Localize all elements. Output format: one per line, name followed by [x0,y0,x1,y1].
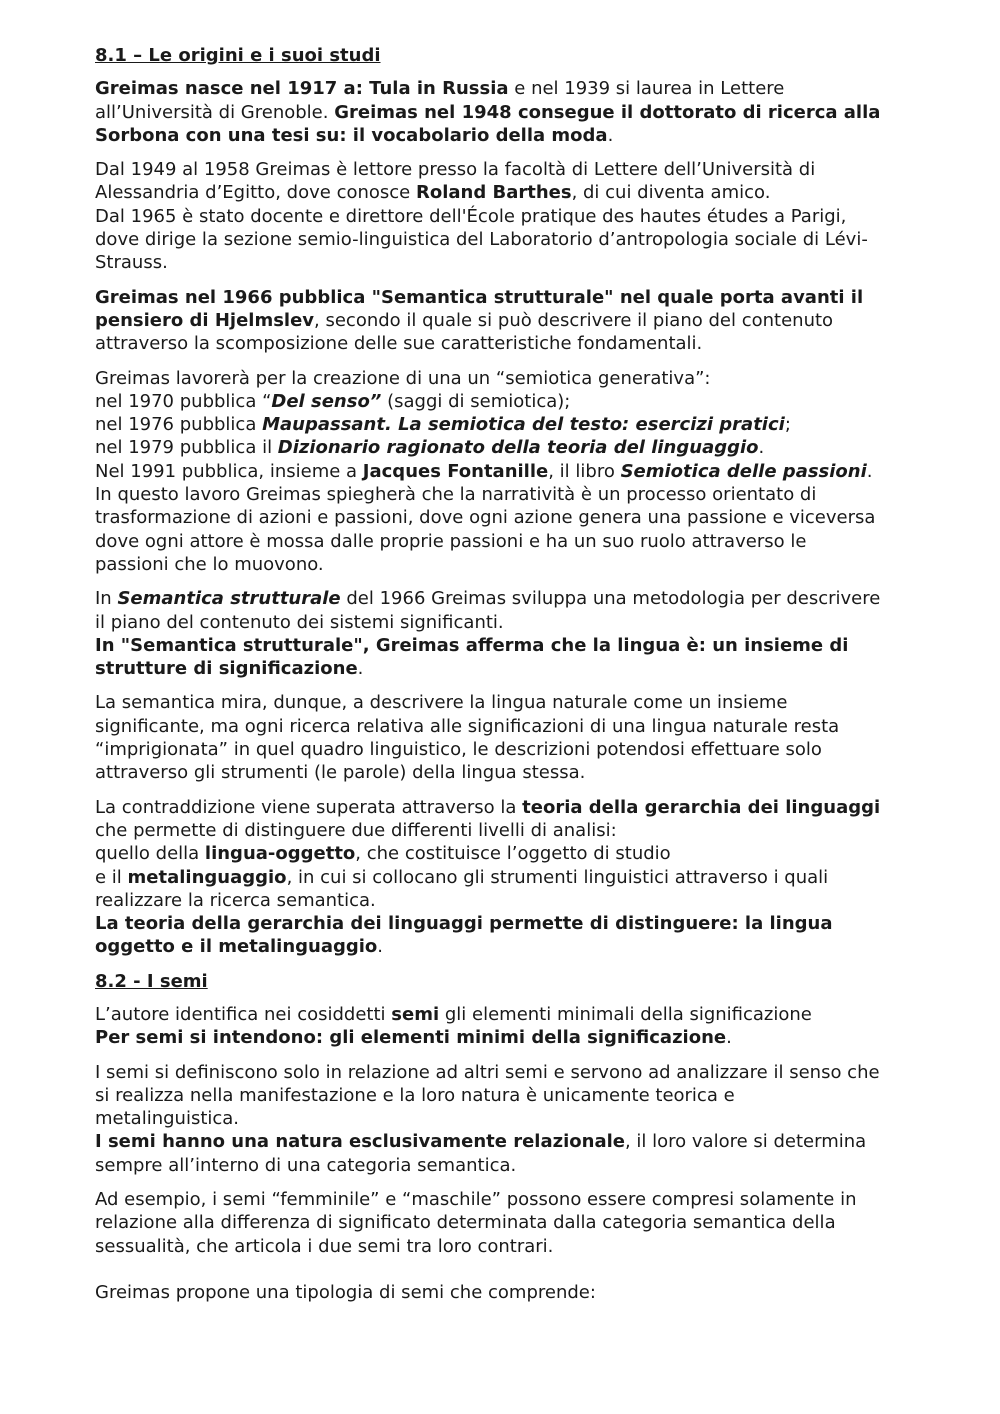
bold-text: semi [391,1003,440,1025]
bold-text: strutture di significazione [95,658,358,680]
text-run: nel 1976 pubblica [95,414,263,436]
text-line [95,1154,915,1177]
text-line [95,332,915,355]
text-run: quello della [95,843,205,865]
text-run: . [866,460,873,482]
text-run: e nel 1939 si laurea in Lettere [508,78,785,100]
text-run: e il [95,866,128,888]
bold-italic-title: Dizionario ragionato della teoria del linguaggio [277,437,759,459]
bold-text: Sorbona con una tesi su: il vocabolario della moda [95,124,608,146]
text-run: sessualità, che articola i due semi tra loro contrari. [95,1235,554,1257]
text-line [95,506,915,529]
text-run: che permette di distinguere due differenti livelli di analisi: [95,819,617,841]
text-run: realizzare la ricerca semantica. [95,889,376,911]
paragraph [95,77,915,147]
text-run: Dal 1965 è stato docente e direttore dell'École pratique des hautes études a Parigi, [95,205,847,227]
text-line [95,101,915,124]
bold-text: Greimas nasce nel 1917 a: Tula in Russia [95,78,509,100]
bold-text: Jacques Fontanille [362,460,549,482]
text-run: ; [784,414,791,436]
text-run: , secondo il quale si può descrivere il piano del contenuto [314,309,834,331]
text-line [95,77,915,100]
text-run: sempre all’interno di una categoria semantica. [95,1154,517,1176]
text-run: . [357,658,364,680]
bold-italic-title: Maupassant. La semiotica del testo: esercizi pratici [262,414,785,436]
text-run: gli elementi minimali della significazione [439,1003,812,1025]
bold-text: Greimas nel 1948 consegue il dottorato di ricerca alla [334,101,881,123]
text-line [95,1211,915,1234]
text-line [95,738,915,761]
text-line [95,657,915,680]
paragraph [95,286,915,356]
paragraph [95,1188,915,1304]
text-run: La semantica mira, dunque, a descrivere la lingua naturale come un insieme [95,692,788,714]
text-run: Greimas lavorerà per la creazione di una un “semiotica generativa”: [95,367,711,389]
text-line [95,935,915,958]
text-line [95,912,915,935]
paragraph [95,691,915,784]
text-run: Greimas propone una tipologia di semi che comprende: [95,1282,596,1304]
text-run: I semi si definiscono solo in relazione ad altri semi e servono ad analizzare il senso che [95,1061,880,1083]
text-line [95,483,915,506]
text-run: all’Università di Grenoble. [95,101,335,123]
text-run: . [726,1027,732,1049]
text-run: In [95,588,118,610]
text-run: nel 1979 pubblica il [95,437,278,459]
bold-text: lingua-oggetto [204,843,356,865]
text-run: dove dirige la sezione semio-linguistica del Laboratorio d’antropologia sociale di Lévi- [95,229,868,251]
text-line [95,124,915,147]
text-run: , di cui diventa amico. [571,182,771,204]
text-line [95,1188,915,1211]
text-line [95,1130,915,1153]
text-line [95,436,915,459]
text-run: , il loro valore si determina [624,1131,867,1153]
text-run: . [607,124,614,146]
text-run: trasformazione di azioni e passioni, dove ogni azione genera una passione e viceversa [95,507,876,529]
text-run: attraverso gli strumenti (le parole) della lingua stessa. [95,762,586,784]
text-line [95,286,915,309]
text-run: nel 1970 pubblica “ [95,390,272,412]
text-line [95,158,915,181]
text-line [95,390,915,413]
text-run: Nel 1991 pubblica, insieme a [95,460,363,482]
text-line [95,842,915,865]
text-line [95,866,915,889]
text-run: In questo lavoro Greimas spiegherà che la narratività è un processo orientato di [95,484,817,506]
bold-text: Roland Barthes [415,182,572,204]
text-line [95,530,915,553]
text-run: , che costituisce l’oggetto di studio [355,843,671,865]
bold-text: In "Semantica strutturale", Greimas afferma che la lingua è: un insieme di [95,634,849,656]
text-line [95,460,915,483]
text-line [95,691,915,714]
text-run: “imprigionata” in quel quadro linguistico, le descrizioni potendosi effettuare solo [95,739,822,761]
text-line [95,1026,915,1049]
text-run: significante, ma ogni ricerca relativa alle significazioni di una lingua naturale resta [95,715,840,737]
text-line [95,1258,915,1281]
text-line [95,819,915,842]
text-line [95,1235,915,1258]
paragraph [95,158,915,274]
bold-text: Per semi si intendono: gli elementi minimi della significazione [95,1027,727,1049]
document-page [95,44,915,1316]
text-line [95,1281,915,1304]
text-line [95,1003,915,1026]
text-run: il piano del contenuto dei sistemi significanti. [95,611,504,633]
text-run: . [758,437,765,459]
paragraph [95,796,915,959]
text-run: (saggi di semiotica); [381,390,571,412]
text-line [95,761,915,784]
text-run: del 1966 Greimas sviluppa una metodologia per descrivere [340,588,881,610]
text-run: Strauss. [95,252,168,274]
text-line [95,413,915,436]
text-line [95,181,915,204]
bold-text: metalinguaggio [127,866,287,888]
text-run: Ad esempio, i semi “femminile” e “maschile” possono essere compresi solamente in [95,1189,857,1211]
text-run: si realizza nella manifestazione e la loro natura è unicamente teorica e [95,1084,735,1106]
section-heading: 8.1 – Le origini e i suoi studi [95,45,381,66]
text-run: metalinguistica. [95,1108,240,1130]
text-line [95,228,915,251]
bold-text: Greimas nel 1966 pubblica "Semantica strutturale" nel quale porta avanti il [95,286,864,308]
text-run: , il libro [548,460,621,482]
bold-text: oggetto e il metalinguaggio [95,936,378,958]
text-run: Dal 1949 al 1958 Greimas è lettore presso la facoltà di Lettere dell’Università di [95,159,816,181]
section-heading: 8.2 - I semi [95,970,208,992]
bold-italic-title: Semiotica delle passioni [620,460,867,482]
text-run: La contraddizione viene superata attraverso la [95,796,523,818]
text-run: Alessandria d’Egitto, dove conosce [95,182,416,204]
text-line [95,611,915,634]
text-line [95,1061,915,1084]
paragraph [95,367,915,577]
text-line [95,367,915,390]
bold-text: I semi hanno una natura esclusivamente relazionale [95,1131,625,1153]
text-line [95,796,915,819]
text-line [95,205,915,228]
bold-text: pensiero di Hjelmslev [95,309,315,331]
text-line [95,1107,915,1130]
paragraph [95,1003,915,1050]
text-run: , in cui si collocano gli strumenti linguistici attraverso i quali [286,866,829,888]
text-run: passioni che lo muovono. [95,553,324,575]
text-run: L’autore identifica nei cosiddetti [95,1003,392,1025]
text-line [95,309,915,332]
text-line [95,715,915,738]
paragraph [95,587,915,680]
bold-text: teoria della gerarchia dei linguaggi [522,796,881,818]
text-run: dove ogni attore è mossa dalle proprie passioni e ha un suo ruolo attraverso le [95,530,807,552]
text-line [95,1084,915,1107]
text-line [95,251,915,274]
text-run: . [377,936,384,958]
text-line [95,587,915,610]
text-run [95,1259,101,1280]
bold-italic-title: Semantica strutturale [117,588,341,610]
text-run: relazione alla differenza di significato determinata dalla categoria semantica della [95,1212,836,1234]
text-line [95,553,915,576]
text-line [95,634,915,657]
bold-italic-title: Del senso” [271,390,382,412]
bold-text: La teoria della gerarchia dei linguaggi permette di distinguere: la lingua [95,913,833,935]
text-run: attraverso la scomposizione delle sue caratteristiche fondamentali. [95,333,703,355]
text-line [95,889,915,912]
paragraph [95,1061,915,1177]
